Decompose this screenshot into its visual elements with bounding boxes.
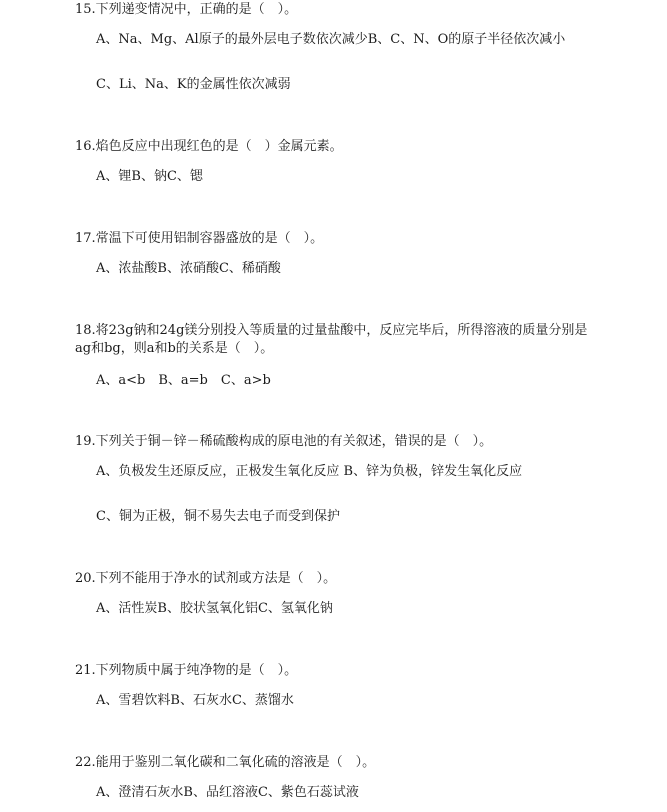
question-option: A、活性炭B、胶状氢氧化铝C、氢氧化钠 xyxy=(96,601,333,616)
question-stem: 19.下列关于铜－锌－稀硫酸构成的原电池的有关叙述，错误的是（ ）。 xyxy=(75,434,493,449)
question-option: A、Na、Mg、Al原子的最外层电子数依次减少B、C、N、O的原子半径依次减小 xyxy=(96,32,566,47)
question-option: C、铜为正极，铜不易失去电子而受到保护 xyxy=(96,509,340,524)
question-option: A、浓盐酸B、浓硝酸C、稀硝酸 xyxy=(96,261,281,276)
question-option: A、负极发生还原反应，正极发生氧化反应 B、锌为负极，锌发生氧化反应 xyxy=(96,464,523,479)
question-stem: 20.下列不能用于净水的试剂或方法是（ ）。 xyxy=(75,571,337,586)
question-option: A、a<b B、a=b C、a>b xyxy=(96,373,271,388)
question-option: C、Li、Na、K的金属性依次减弱 xyxy=(96,77,291,92)
question-stem: 17.常温下可使用铝制容器盛放的是（ ）。 xyxy=(75,231,324,246)
question-option: A、雪碧饮料B、石灰水C、蒸馏水 xyxy=(96,693,294,708)
question-stem: 22.能用于鉴别二氧化碳和二氧化硫的溶液是（ ）。 xyxy=(75,755,376,770)
question-stem: 18.将23g钠和24g镁分别投入等质量的过量盐酸中，反应完毕后，所得溶液的质量分别是ag和bg，则a和b的关系是（ ）。 xyxy=(75,323,588,356)
question-option: A、锂B、钠C、锶 xyxy=(96,169,203,184)
question-option: A、澄清石灰水B、品红溶液C、紫色石蕊试液 xyxy=(96,785,359,800)
question-stem: 16.焰色反应中出现红色的是（ ）金属元素。 xyxy=(75,139,343,154)
question-stem: 21.下列物质中属于纯净物的是（ ）。 xyxy=(75,663,298,678)
question-stem: 15.下列递变情况中，正确的是（ ）。 xyxy=(75,2,298,17)
